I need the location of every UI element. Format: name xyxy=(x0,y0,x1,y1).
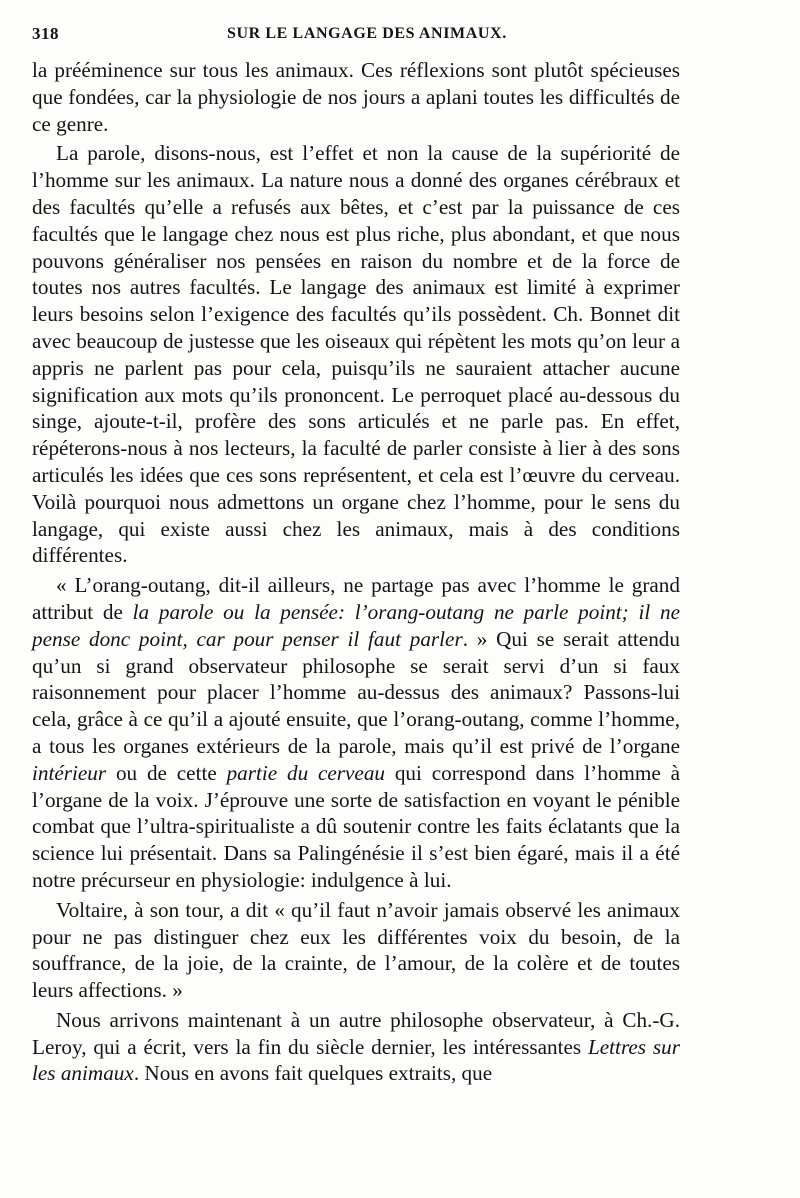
text-run: ou de cette xyxy=(106,760,227,785)
page-number: 318 xyxy=(32,24,59,43)
text-run: la prééminence sur tous les animaux. Ces réflexions sont plutôt spécieuses que fondées, car la physiologie de nos jours a aplani toutes les difficultés de ce genre. xyxy=(32,58,680,136)
text-run: Voltaire, à son tour, a dit « qu’il faut n’avoir jamais observé les animaux pour ne pas distinguer chez eux les différentes voix du besoin, de la souffrance, de la joie, de la crainte, de l’amour, de la colère et de toutes leurs affections. » xyxy=(32,897,680,1003)
text-run: Nous arrivons maintenant à un autre philosophe observateur, à Ch.-G. Leroy, qui a écrit, vers la fin du siècle dernier, les intéressantes xyxy=(32,1007,680,1059)
italic-text: Lettres sur les animaux xyxy=(32,1034,680,1086)
paragraph xyxy=(32,572,680,894)
running-title: SUR LE LANGAGE DES ANIMAUX. xyxy=(227,25,507,42)
italic-text: intérieur xyxy=(32,760,107,785)
text-run: « L’orang-outang, dit-il ailleurs, ne partage pas avec l’homme le grand attribut de xyxy=(32,573,680,624)
text-run: . Nous en avons fait quelques extraits, que xyxy=(133,1061,493,1086)
page-header xyxy=(32,24,690,50)
paragraph xyxy=(32,897,680,1004)
text-run: . » Qui se serait attendu qu’un si grand observateur philosophe se serait servi d’un si faux raisonnement pour placer l’homme au-dessus des animaux? Passons-lui cela, grâce à ce qu’il a ajouté ensuite, que l’orang-outang, comme l’homme, a tous les organes extérieurs de la parole, mais qu’il est privé de l’organe xyxy=(32,626,680,758)
paragraph xyxy=(32,1007,680,1087)
text-run: qui correspond dans l’homme à l’organe de la voix. J’éprouve une sorte de satisfaction en voyant le pénible combat que l’ultra-spiritualiste a dû soutenir contre les faits éclatants que la science lui présentait. Dans sa Palingénésie il s’est bien égaré, mais il a été notre précurseur en physiologie: indulgence à lui. xyxy=(32,760,681,892)
text-run: La parole, disons-nous, est l’effet et non la cause de la supériorité de l’homme sur les animaux. La nature nous a donné des organes cérébraux et des facultés qu’elle a refusés aux bêtes, et c’est par la puissance de ces facultés que le langage chez nous est plus riche, plus abondant, et que nous pouvons généraliser nos pensées en raison du nombre et de la force de toutes nos autres facultés. Le langage des animaux est limité à exprimer leurs besoins selon l’exigence des facultés qu’ils possèdent. Ch. Bonnet dit avec beaucoup de justesse que les oiseaux qui répètent les mots qu’on leur a appris ne parlent pas pour cela, puisqu’ils ne sauraient attacher aucune signification aux mots qu’ils prononcent. Le perroquet placé au-dessous du singe, ajoute-t-il, profère des sons articulés et ne parle pas. En effet, répéterons-nous à nos lecteurs, la faculté de parler consiste à lier à des sons articulés les idées que ces sons représentent, et cela est l’œuvre du cerveau. Voilà pourquoi nous admettons un organe chez l’homme, pour le sens du langage, qui existe aussi chez les animaux, mais à des conditions différentes. xyxy=(32,141,680,568)
body-text xyxy=(32,57,680,1090)
paragraph xyxy=(32,57,680,137)
italic-text: la parole ou la pensée: l’orang-outang ne parle point; il ne pense donc point, car pour penser il faut parler xyxy=(32,599,680,651)
paragraph xyxy=(32,140,680,569)
italic-text: partie du cerveau xyxy=(226,760,386,785)
